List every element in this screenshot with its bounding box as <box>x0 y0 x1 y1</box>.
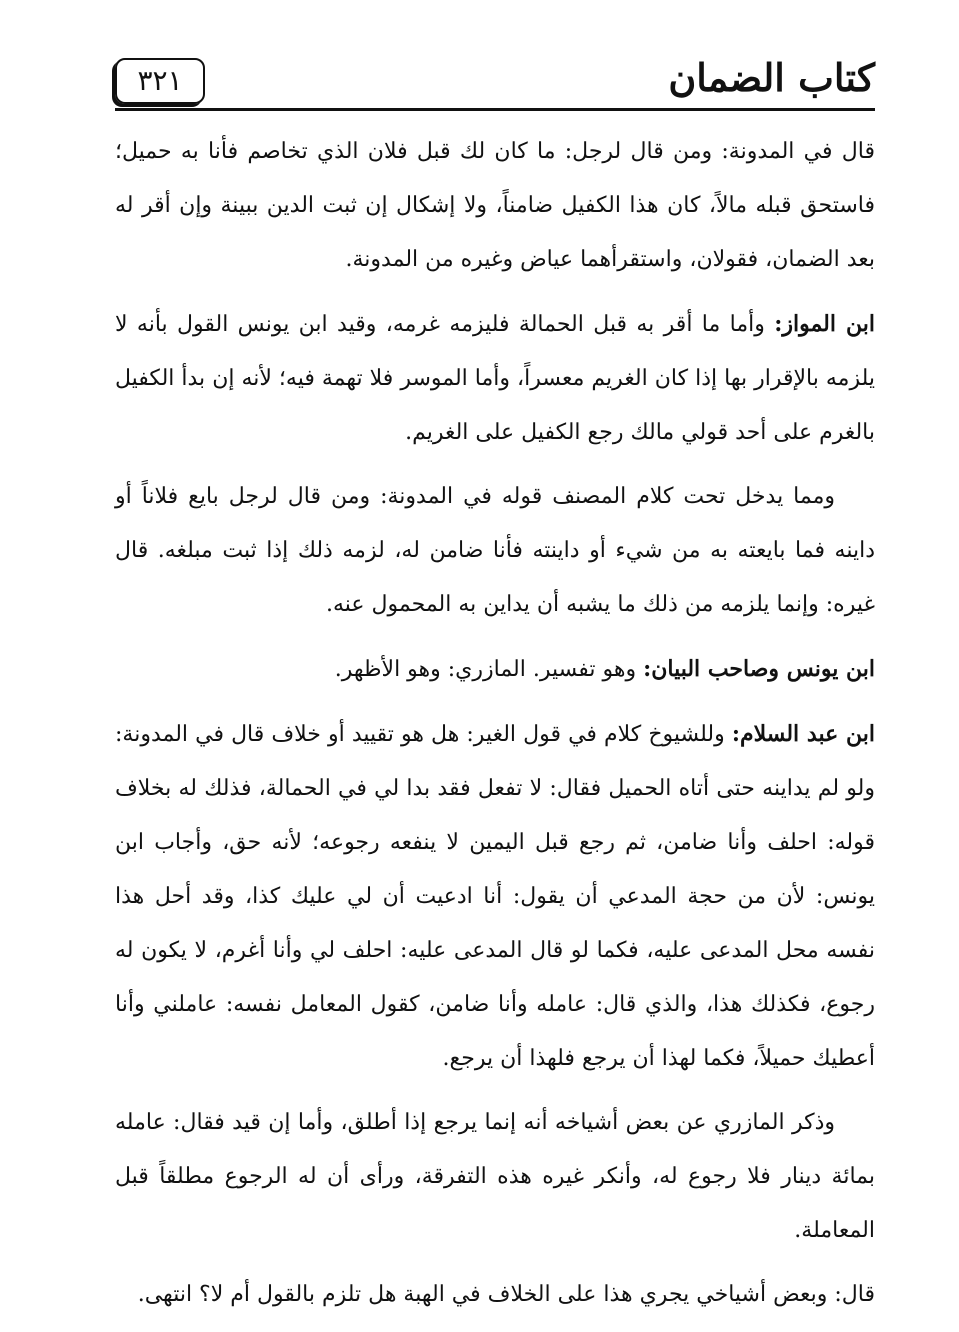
book-title: كتاب الضمان <box>668 55 875 100</box>
paragraph <box>115 642 875 697</box>
paragraph-text: وللشيوخ كلام في قول الغير: هل هو تقييد أو خلاف قال في المدونة: ولو لم يداينه حتى أتاه الحميل فقال: لا تفعل فقد بدا لي في الحمالة، فذلك له بخلاف قوله: احلف وأنا ضامن، ثم رجع قبل اليمين لا ينفعه رجوعه؛ لأنه حق، وأجاب ابن يونس: لأن من حجة المدعي أن يقول: أنا ادعيت أن لي عليك كذا، وقد أحل هذا نفسه محل المدعى عليه، فكما لو قال المدعى عليه: احلف لي وأنا أغرم، لا يكون له رجوع، فكذلك هذا، والذي قال: عامله وأنا ضامن، كقول المعامل نفسه: عاملني وأنا أعطيك حميلاً، فكما لهذا أن يرجع فلهذا أن يرجع. <box>115 722 875 1071</box>
speaker-name: ابن المواز: <box>774 311 875 337</box>
page-content <box>115 125 875 1322</box>
document-page <box>115 52 875 1332</box>
paragraph <box>115 470 875 632</box>
paragraph <box>115 125 875 287</box>
paragraph <box>115 1268 875 1322</box>
paragraph <box>115 1096 875 1258</box>
paragraph <box>115 707 875 1086</box>
paragraph <box>115 297 875 460</box>
speaker-name: ابن عبد السلام: <box>731 721 875 747</box>
page-header <box>115 52 875 111</box>
paragraph-text: وأما ما أقر به قبل الحمالة فليزمه غرمه، وقيد ابن يونس القول بأنه لا يلزمه بالإقرار بها إذا كان الغريم معسراً، وأما الموسر فلا تهمة فيه؛ لأنه إن بدأ الكفيل بالغرم على أحد قولي مالك رجع الكفيل على الغريم. <box>115 312 875 445</box>
paragraph-text: قال في المدونة: ومن قال لرجل: ما كان لك قبل فلان الذي تخاصم فأنا به حميل؛ فاستحق قبله مالاً، كان هذا الكفيل ضامناً، ولا إشكال إن ثبت الدين ببينة وإن أقر له بعد الضمان، فقولان، واستقرأهما عياض وغيره من المدونة. <box>115 139 875 272</box>
speaker-name: ابن يونس وصاحب البيان: <box>643 656 875 682</box>
paragraph-text: قال: وبعض أشياخي يجري هذا على الخلاف في الهبة هل تلزم بالقول أم لا؟ انتهى. <box>137 1282 875 1307</box>
page-number: ٣٢١ <box>115 58 205 104</box>
paragraph-text: ومما يدخل تحت كلام المصنف قوله في المدونة: ومن قال لرجل بايع فلاناً أو داينه فما بايعته به من شيء أو داينته فأنا ضامن له، لزمه ذلك إذا ثبت مبلغه. قال غيره: وإنما يلزمه من ذلك ما يشبه أن يداين به المحمول عنه. <box>115 484 875 617</box>
paragraph-text: وهو تفسير. المازري: وهو الأظهر. <box>334 657 644 682</box>
paragraph-text: وذكر المازري عن بعض أشياخه أنه إنما يرجع إذا أطلق، وأما إن قيد فقال: عامله بمائة دينار فلا رجوع له، وأنكر غيره هذه التفرقة، ورأى أن له الرجوع مطلقاً قبل المعاملة. <box>115 1110 875 1243</box>
